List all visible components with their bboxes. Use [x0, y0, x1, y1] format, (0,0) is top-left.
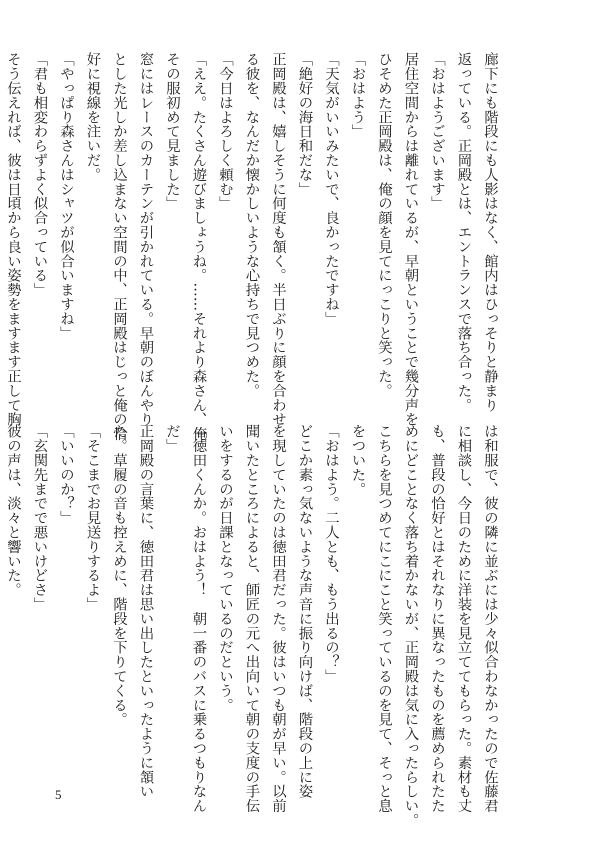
text-line: をついた。	[349, 424, 366, 496]
text-line: こちらを見つめてにこにこと笑っているのを見て、そっと息	[376, 424, 392, 813]
text-line: 「君も相変わらずよく似合っている」	[31, 52, 48, 297]
text-line: 好に視線を注いだ。	[84, 52, 101, 182]
text-line: めにどことなく落ち着かないが、正岡殿は気に入ったらしい。	[402, 424, 419, 828]
text-line: は和服で、彼の隣に並ぶには少々似合わなかったので佐藤君	[482, 424, 498, 813]
text-line: 「天気がいいみたいで、良かったですね」	[323, 52, 339, 326]
text-line: 「いいのか？」	[58, 424, 74, 525]
text-line: そう伝えれば、彼は日頃から良い姿勢をますます正して胸	[5, 52, 21, 427]
upper-text-block	[5, 52, 503, 441]
text-line: 返っている。正岡殿とは、エントランスで落ち合った。	[455, 52, 472, 412]
text-line: 「絶好の海日和だな」	[296, 52, 313, 196]
text-line: を現していたのは徳田君だった。彼はいつも朝が早い。以前	[270, 424, 286, 813]
text-line: 聞いたところによると、師匠の元へ出向いて朝の支度の手伝	[243, 424, 260, 813]
text-line: 窓にはレースのカーテンが引かれている。早朝のぼんやり	[137, 52, 154, 427]
text-line: だ」	[164, 424, 180, 453]
text-line: 「ええ。たくさん遊びましょうね。……それより森さん、俺	[190, 52, 207, 441]
text-line: に相談し、今日のために洋装を見立ててもらった。素材も丈	[455, 424, 472, 813]
text-line: 彼の声は、淡々と響いた。	[5, 424, 21, 597]
text-line: 「おはようございます」	[429, 52, 445, 211]
text-line: いをするのが日課となっているのだという。	[217, 424, 233, 712]
lower-text-block	[5, 424, 503, 828]
text-line: 「やっぱり森さんはシャツが似合いますね」	[58, 52, 74, 340]
text-line: どこか素っ気ないような声音に振り向けば、階段の上に姿	[296, 424, 313, 799]
text-line: 「今日はよろしく頼む」	[217, 52, 233, 211]
text-line: 「玄関先までで悪いけどさ」	[31, 424, 48, 612]
text-line: 正岡殿は、嬉しそうに何度も頷く。半日ぶりに顔を合わせ	[270, 52, 286, 427]
text-line: る彼を、なんだか懐かしいような心持ちで見つめた。	[243, 52, 260, 398]
text-line: 廊下にも階段にも人影はなく、館内はひっそりと静まり	[482, 52, 498, 412]
text-line: その服初めて見ました」	[164, 52, 180, 211]
text-line: も、普段の恰好とはそれなりに異なったものを薦められたた	[429, 424, 445, 813]
text-line: 「そこまでお見送りするよ」	[84, 424, 101, 612]
text-line: た。草履の音も控えめに、階段を下りてくる。	[111, 424, 127, 727]
page-number: 5	[55, 787, 62, 802]
text-line: とした光しか差し込まない空間の中、正岡殿はじっと俺の恰	[111, 52, 127, 441]
text-line: 「おはよう。二人とも、もう出るの？」	[323, 424, 339, 684]
text-line: 「徳田くんか。おはよう！ 朝一番のバスに乗るつもりなん	[190, 424, 207, 813]
text-line: ひそめた正岡殿は、俺の顔を見てにっこりと笑った。	[376, 52, 392, 398]
text-line: 正岡殿の言葉に、徳田君は思い出したといったように頷い	[137, 424, 154, 799]
text-line: 「おはよう」	[349, 52, 366, 139]
text-line: 居住空間からは離れているが、早朝ということで幾分声を	[402, 52, 419, 427]
